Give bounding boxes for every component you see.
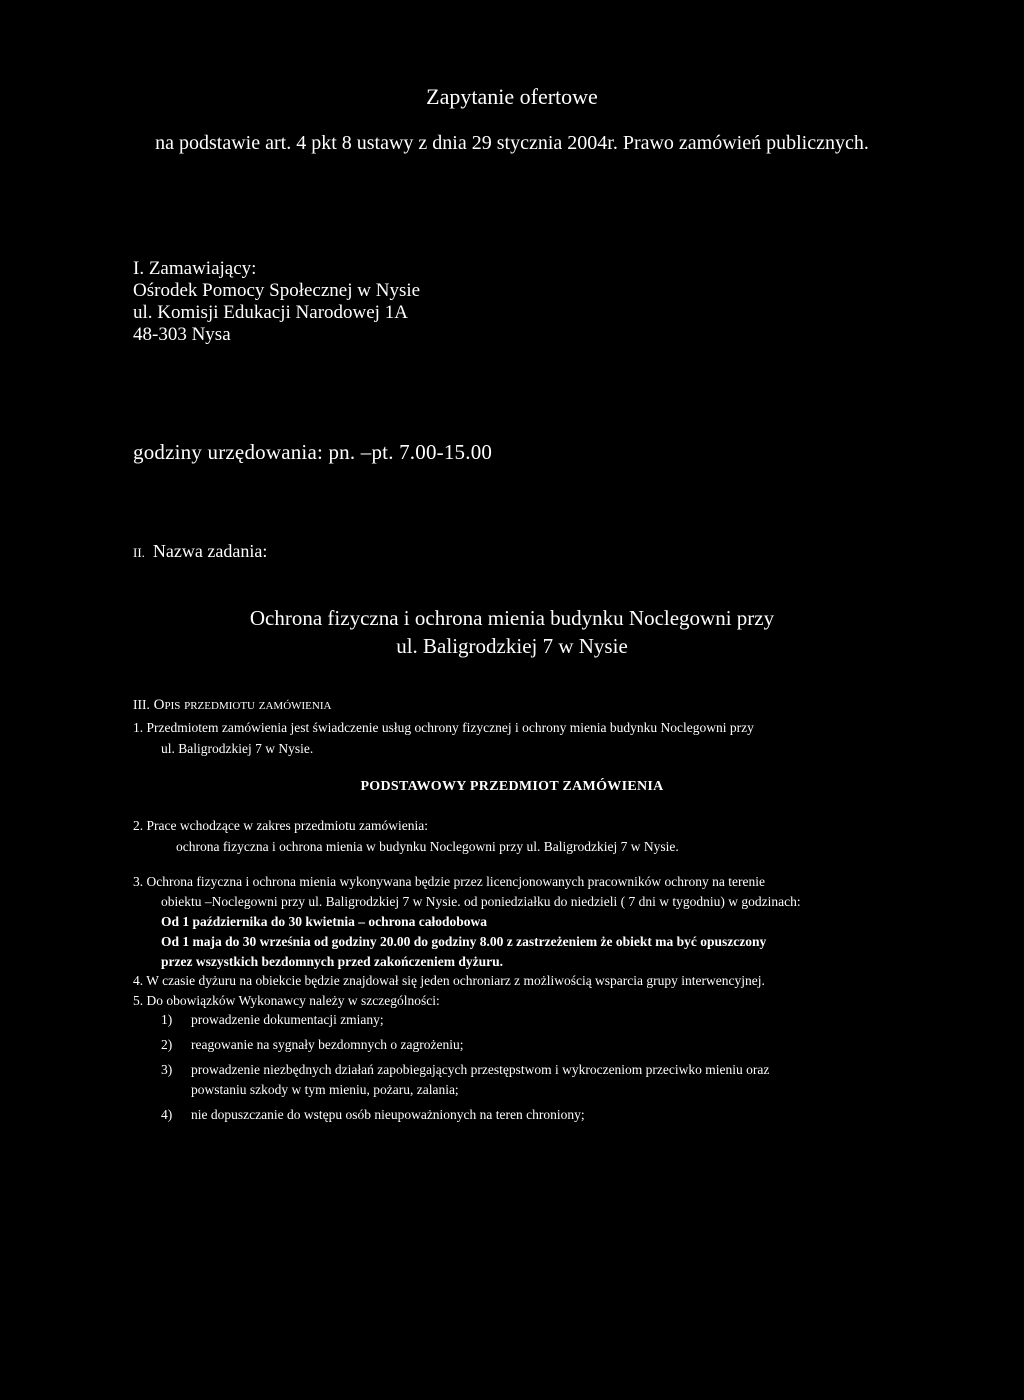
list-item-text: powstaniu szkody w tym mieniu, pożaru, zalania; [191,1082,459,1097]
list-item [161,1107,585,1123]
paragraph-4: 4. W czasie dyżuru na obiekcie będzie znajdował się jeden ochroniarz z możliwością wsparcia grupy interwencyjnej. [133,973,765,988]
section-ordering-party [133,258,420,346]
paragraph-3 [133,872,903,972]
paragraph-3-line-2: obiektu –Noclegowni przy ul. Baligrodzkiej 7 w Nysie. od poniedziałku do niedzieli ( 7 dni w tygodniu) w godzinach: [161,894,801,909]
paragraph-2 [133,815,679,857]
paragraph-1-line-2: ul. Baligrodzkiej 7 w Nysie. [161,741,314,756]
paragraph-5: 5. Do obowiązków Wykonawcy należy w szczególności: [133,993,440,1008]
document-title: Zapytanie ofertowe [426,84,598,109]
paragraph-3-line-4: Od 1 maja do 30 września od godziny 20.00 do godziny 8.00 z zastrzeżeniem że obiekt ma być opuszczony [161,934,767,949]
list-item [161,1012,384,1028]
paragraph-2-line-1: 2. Prace wchodzące w zakres przedmiotu zamówienia: [133,818,428,833]
section-2-number: II. [133,545,145,560]
list-item-text: nie dopuszczanie do wstępu osób nieupoważnionych na teren chroniony; [191,1107,585,1122]
organization-name: Ośrodek Pomocy Społecznej w Nysie [133,280,421,301]
section-task-name [133,541,267,562]
section-1-heading: I. Zamawiający: [133,258,257,279]
list-item-text: prowadzenie niezbędnych działań zapobiegających przestępstwom i wykroczeniom przeciwko mieniu oraz [191,1062,770,1077]
paragraph-1-line-1: 1. Przedmiotem zamówienia jest świadczenie usług ochrony fizycznej i ochrony mienia budynku Noclegowni przy [133,720,754,735]
list-item-number: 3) [161,1062,173,1077]
section-2-label: Nazwa zadania: [152,541,268,561]
task-title-line-1: Ochrona fizyczna i ochrona mienia budynku Noclegowni przy [249,606,775,630]
paragraph-3-line-3: Od 1 października do 30 kwietnia – ochrona całodobowa [161,914,488,929]
paragraph-2-line-2: ochrona fizyczna i ochrona mienia w budynku Noclegowni przy ul. Baligrodzkiej 7 w Nysie. [176,839,679,854]
office-hours: godziny urzędowania: pn. –pt. 7.00-15.00 [133,440,493,464]
list-item-number: 2) [161,1037,173,1052]
list-item-text: prowadzenie dokumentacji zmiany; [191,1012,384,1027]
list-item [161,1082,459,1098]
list-item [161,1062,769,1078]
paragraph-3-line-5: przez wszystkich bezdomnych przed zakończeniem dyżuru. [161,954,503,969]
list-item-number: 1) [161,1012,173,1027]
main-subject-header: PODSTAWOWY PRZEDMIOT ZAMÓWIENIA [360,779,664,794]
task-title [0,604,1024,660]
list-item-text: reagowanie na sygnały bezdomnych o zagrożeniu; [191,1037,464,1052]
section-3-label: Opis przedmiotu zamówienia [153,697,332,713]
list-item-number: 4) [161,1107,173,1122]
list-item [161,1037,464,1053]
task-title-line-2: ul. Baligrodzkiej 7 w Nysie [396,634,628,658]
section-3-heading [133,697,331,714]
paragraph-1 [133,717,893,759]
organization-city: 48-303 Nysa [133,324,231,345]
paragraph-3-line-1: 3. Ochrona fizyczna i ochrona mienia wykonywana będzie przez licencjonowanych pracowników ochrony na terenie [133,874,765,889]
section-3-number: III. [133,697,150,712]
legal-basis: na podstawie art. 4 pkt 8 ustawy z dnia 29 stycznia 2004r. Prawo zamówień publicznych. [155,132,869,154]
organization-street: ul. Komisji Edukacji Narodowej 1A [133,302,408,323]
